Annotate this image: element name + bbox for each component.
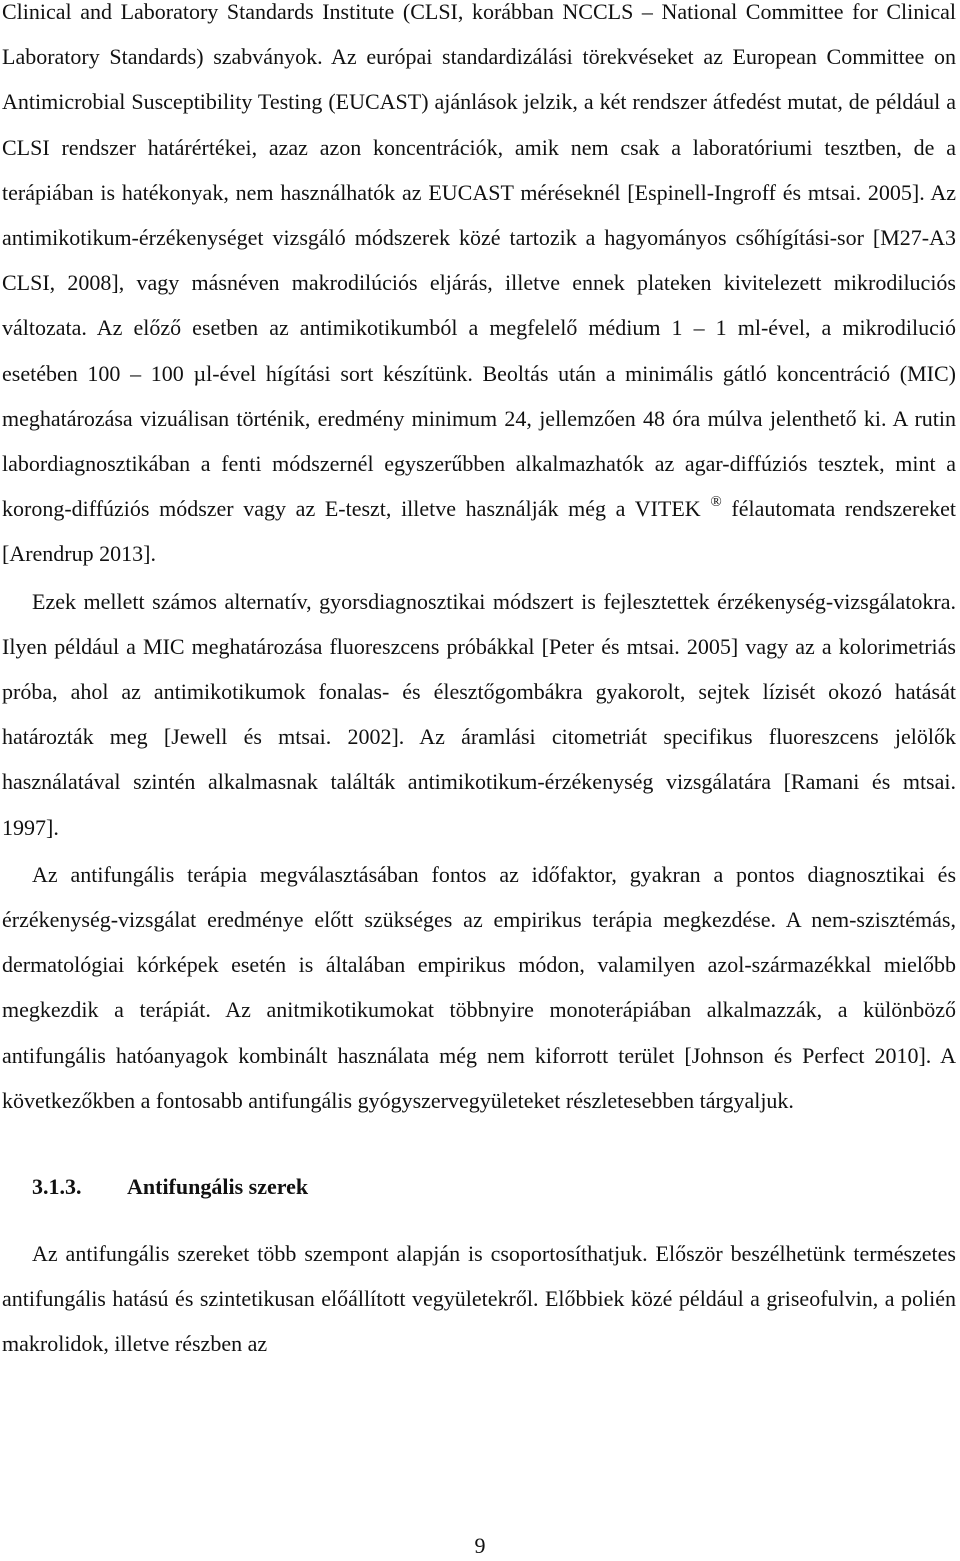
paragraph-text-continued: félautomata rendszereket [Arendrup 2013]. — [2, 496, 956, 567]
registered-trademark-mark: ® — [710, 494, 722, 511]
section-heading — [2, 1165, 956, 1209]
paragraph-text: Clinical and Laboratory Standards Institute (CLSI, korábban NCCLS – National Committee for Clinical Laboratory Standards) szabványok. Az európai standardizálási törekvéseket az European Committee on Antimicrobial Susceptibility Testing (EUCAST) ajánlások jelzik, a két rendszer átfedést mutat, de például a CLSI rendszer határértékei, azaz azon koncentrációk, amik nem csak a laboratóriumi tesztben, de a terápiában is hatékonyak, nem használhatók az EUCAST méréseknél [Espinell-Ingroff és mtsai. 2005]. Az antimikotikum-érzékenységet vizsgáló módszerek közé tartozik a hagyományos csőhígítási-sor [M27-A3 CLSI, 2008], vagy másnéven makrodilúciós eljárás, illetve ennek plateken kivitelezett mikrodiluciós változata. Az előző esetben az antimikotikumból a megfelelő médium 1 – 1 ml-ével, a mikrodilució esetében 100 – 100 µl-ével hígítási sort készítünk. Beoltás után a minimális gátló koncentráció (MIC) meghatározása vizuálisan történik, eredmény minimum 24, jellemzően 48 óra múlva jelenthető ki. A rutin labordiagnosztikában a fenti módszernél egyszerűbben alkalmazhatók az agar-diffúziós tesztek, mint a korong-diffúziós módszer vagy az E-teszt, illetve használják még a VITEK — [2, 0, 956, 522]
paragraph-rapid-diagnostics: Ezek mellett számos alternatív, gyorsdiagnosztikai módszert is fejlesztettek érzékenység-vizsgálatokra. Ilyen például a MIC meghatározása fluoreszcens próbákkal [Peter és mtsai. 2005] vagy az a kolorimetriás próba, ahol az antimikotikumok fonalas- és élesztőgombákra gyakorolt, sejtek lízisét okozó hatását határozták meg [Jewell és mtsai. 2002]. Az áramlási citometriát specifikus fluoreszcens jelölők használatával szintén alkalmasnak találták antimikotikum-érzékenység vizsgálatára [Ramani és mtsai. 1997]. — [2, 588, 956, 840]
section-title: Antifungális szerek — [127, 1174, 309, 1200]
paragraph-susceptibility-methods — [2, 0, 956, 577]
page-number: 9 — [474, 1533, 486, 1558]
paragraph-antifungal-therapy: Az antifungális terápia megválasztásában fontos az időfaktor, gyakran a pontos diagnosztikai és érzékenység-vizsgálat eredménye előtt szükséges az empirikus terápia megkezdése. A nem-szisztémás, dermatológiai kórképek esetén is általában empirikus módon, valamilyen azol-származékkal mielőbb megkezdik a terápiát. Az anitmikotikumokat többnyire monoterápiában alkalmazzák, a különböző antifungális hatóanyagok kombinált használata még nem kiforrott terület [Johnson és Perfect 2010]. A következőkben a fontosabb antifungális gyógyszervegyületeket részletesebben tárgyaljuk. — [2, 861, 956, 1113]
paragraph-antifungal-agents: Az antifungális szereket több szempont alapján is csoportosíthatjuk. Először beszélhetünk természetes antifungális hatású és szintetikusan előállított vegyületekről. Előbbiek közé például a griseofulvin, a polién makrolidok, illetve részben az — [2, 1241, 956, 1357]
section-number: 3.1.3. — [32, 1174, 82, 1200]
